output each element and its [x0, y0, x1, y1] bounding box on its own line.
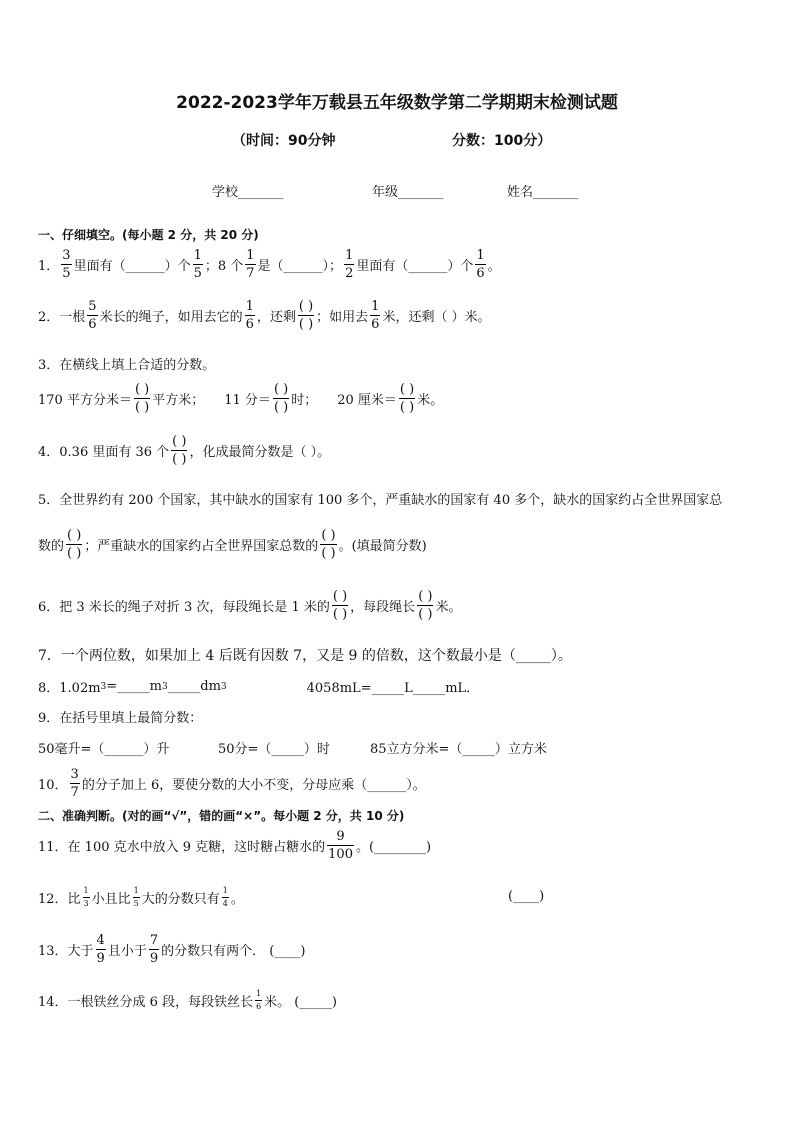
question-9-c: 85立方分米=（_____）立方米 — [370, 742, 547, 757]
q11-text: 11．在 100 克水中放入 9 克糖，这时糖占糖水的 — [38, 839, 326, 855]
answer-fraction-blank[interactable] — [273, 383, 289, 414]
numerator: ( ) — [67, 527, 82, 543]
answer-fraction-blank[interactable] — [417, 590, 433, 621]
question-8: 8．1.02m 3 =_____m 3 _____dm 3 4058mL=_____L_____mL． — [38, 679, 480, 696]
numerator: 9 — [336, 828, 345, 844]
q2-text: ；如用去 — [316, 309, 369, 325]
fraction — [70, 768, 80, 799]
answer-fraction-blank[interactable] — [399, 383, 415, 414]
numerator: ( ) — [273, 381, 289, 397]
denominator: 6 — [476, 265, 485, 281]
q13-text: 13．大于 — [38, 943, 94, 959]
q2-text: 米，还剩（ ）米。 — [382, 309, 491, 325]
q3-text: 170 平方分米＝ — [38, 392, 132, 408]
denominator: ( ) — [172, 451, 187, 467]
q1-text: 是（______）； — [257, 258, 343, 274]
q12-text: 12．比 — [38, 891, 81, 907]
q1-text: 里面有（______）个 — [356, 258, 474, 274]
q10-text: 10． — [38, 777, 68, 793]
q5-text: ；严重缺水的国家约占全世界国家总数的 — [84, 538, 319, 554]
denominator: 9 — [149, 950, 159, 966]
numerator: ( ) — [418, 588, 433, 604]
q14-text: 14．一根铁丝分成 6 段，每段铁丝长 — [38, 994, 254, 1010]
fraction — [255, 990, 262, 1011]
q4-text: 4．0.36 里面有 36 个 — [38, 444, 170, 460]
numerator: 1 — [256, 988, 262, 998]
q3-text: 时； — [291, 392, 318, 408]
q6-text: 米。 — [435, 599, 462, 615]
denominator: ( ) — [134, 399, 150, 415]
numerator: 1 — [476, 247, 485, 263]
q8-text: =_____m — [106, 679, 163, 694]
numerator: 1 — [83, 885, 89, 895]
time-info: （时间：90分钟 — [232, 133, 336, 149]
q2-text: 米长的绳子，如用去它的 — [99, 309, 243, 325]
q6-text: ，每段绳长 — [350, 599, 416, 615]
question-5-line-1: 5．全世界约有 200 个国家，其中缺水的国家有 100 多个，严重缺水的国家有 40 多个，缺水的国家约占全世界国家总 — [38, 493, 723, 508]
fraction — [370, 300, 380, 331]
q13-text: 的分数只有两个． (____) — [161, 943, 306, 959]
q3-text: 平方米； — [152, 392, 205, 408]
denominator: 3 — [83, 898, 89, 908]
question-14 — [38, 988, 337, 1012]
score-info: 分数：100分） — [452, 133, 552, 149]
fraction — [83, 887, 90, 908]
fraction — [61, 249, 71, 280]
q13-text: 且小于 — [107, 943, 147, 959]
question-9-a: 50毫升=（______）升 — [38, 742, 170, 757]
q3-text: 11 分＝ — [224, 392, 271, 408]
numerator: ( ) — [332, 588, 348, 604]
numerator: ( ) — [134, 381, 150, 397]
q2-text: ，还剩 — [256, 309, 296, 325]
answer-fraction-blank[interactable] — [66, 529, 82, 560]
q5-text: 数的 — [38, 538, 65, 554]
q11-text: 。(________) — [355, 839, 432, 855]
answer-fraction-blank[interactable] — [332, 590, 348, 621]
q8-text: _____dm — [167, 679, 221, 694]
fraction — [245, 300, 255, 331]
question-3-text: 3．在横线上填上合适的分数。 — [38, 358, 216, 373]
numerator: 3 — [62, 247, 71, 263]
name-field[interactable]: 姓名_______ — [507, 185, 579, 200]
denominator: ( ) — [418, 606, 433, 622]
denominator: 6 — [371, 316, 380, 332]
denominator: ( ) — [332, 606, 348, 622]
grade-field[interactable]: 年级_______ — [372, 185, 444, 200]
section-2-heading: 二、准确判断。(对的画“√”，错的画“×”。每小题 2 分，共 10 分) — [38, 809, 405, 823]
denominator: 5 — [193, 265, 202, 281]
numerator: ( ) — [321, 527, 336, 543]
numerator: 1 — [371, 298, 380, 314]
question-9-b: 50分=（_____）时 — [218, 742, 330, 757]
denominator: 6 — [256, 1001, 262, 1011]
q10-text: 的分子加上 6，要使分数的大小不变，分母应乘（______）。 — [81, 777, 426, 793]
denominator: ( ) — [67, 545, 82, 561]
fraction — [327, 830, 354, 861]
denominator: ( ) — [321, 545, 336, 561]
numerator: 7 — [149, 932, 159, 948]
page-title: 2022-2023学年万载县五年级数学第二学期期末检测试题 — [176, 93, 618, 113]
q4-text: ，化成最简分数是（ ）。 — [189, 444, 331, 460]
denominator: 5 — [62, 265, 71, 281]
answer-fraction-blank[interactable] — [134, 383, 150, 414]
question-4 — [38, 430, 330, 470]
denominator: 7 — [70, 784, 79, 800]
q14-text: 米。 (_____) — [264, 994, 337, 1010]
question-6 — [38, 585, 461, 625]
question-12 — [38, 885, 244, 909]
numerator: 1 — [193, 247, 202, 263]
denominator: 7 — [246, 265, 255, 281]
denominator: 2 — [345, 265, 354, 281]
question-2 — [38, 295, 491, 335]
school-field[interactable]: 学校_______ — [212, 185, 284, 200]
q2-text: 2．一根 — [38, 309, 86, 325]
numerator: 1 — [246, 247, 255, 263]
q3-text: 20 厘米＝ — [337, 392, 397, 408]
numerator: 4 — [96, 932, 105, 948]
section-1-heading: 一、仔细填空。(每小题 2 分，共 20 分) — [38, 228, 259, 242]
question-5-line-2 — [38, 522, 427, 566]
fraction — [193, 249, 203, 280]
numerator: 1 — [245, 298, 254, 314]
q1-text: 里面有（______）个 — [73, 258, 191, 274]
question-11 — [38, 826, 431, 864]
numerator: 3 — [70, 766, 79, 782]
numerator: 5 — [88, 298, 97, 314]
denominator: 9 — [96, 950, 105, 966]
numerator: ( ) — [399, 381, 415, 397]
fraction — [245, 249, 255, 280]
numerator: ( ) — [298, 298, 314, 314]
fraction — [475, 249, 485, 280]
question-13 — [38, 930, 305, 968]
fraction — [96, 934, 106, 965]
question-9-text: 9．在括号里填上最简分数： — [38, 711, 203, 726]
question-1 — [38, 245, 501, 283]
numerator: 1 — [345, 247, 354, 263]
q3-text: 米。 — [417, 392, 444, 408]
fraction — [222, 887, 229, 908]
q6-text: 6．把 3 米长的绳子对折 3 次，每段绳长是 1 米的 — [38, 599, 330, 615]
q12-text: 小且比 — [91, 891, 131, 907]
numerator: 1 — [222, 885, 228, 895]
q5-text: 。(填最简分数) — [338, 538, 427, 554]
q1-text: 1． — [38, 258, 60, 274]
denominator: 4 — [222, 898, 228, 908]
answer-fraction-blank[interactable] — [298, 300, 314, 331]
denominator: 5 — [133, 898, 139, 908]
denominator: ( ) — [273, 399, 289, 415]
answer-fraction-blank[interactable] — [320, 529, 336, 560]
q8-text: 4058mL=_____L_____mL． — [306, 681, 480, 696]
denominator: 100 — [328, 846, 353, 862]
question-3-row — [38, 378, 443, 418]
question-10 — [38, 764, 426, 802]
q12-answer-blank[interactable]: (____) — [508, 889, 545, 904]
q8-text: 8．1.02m — [38, 681, 101, 696]
question-7: 7．一个两位数，如果加上 4 后既有因数 7，又是 9 的倍数，这个数最小是（_____）。 — [38, 648, 572, 664]
q1-text: 。 — [487, 258, 501, 274]
answer-fraction-blank[interactable] — [171, 435, 187, 466]
numerator: ( ) — [172, 433, 187, 449]
denominator: ( ) — [298, 316, 314, 332]
denominator: 6 — [245, 316, 254, 332]
fraction — [149, 934, 159, 965]
fraction — [133, 887, 140, 908]
numerator: 1 — [133, 885, 139, 895]
q12-text: 大的分数只有 — [141, 891, 220, 907]
fraction — [344, 249, 354, 280]
q12-text: 。 — [230, 891, 244, 907]
fraction — [87, 300, 97, 331]
denominator: 6 — [88, 316, 97, 332]
q1-text: ；8 个 — [204, 258, 244, 274]
denominator: ( ) — [399, 399, 415, 415]
